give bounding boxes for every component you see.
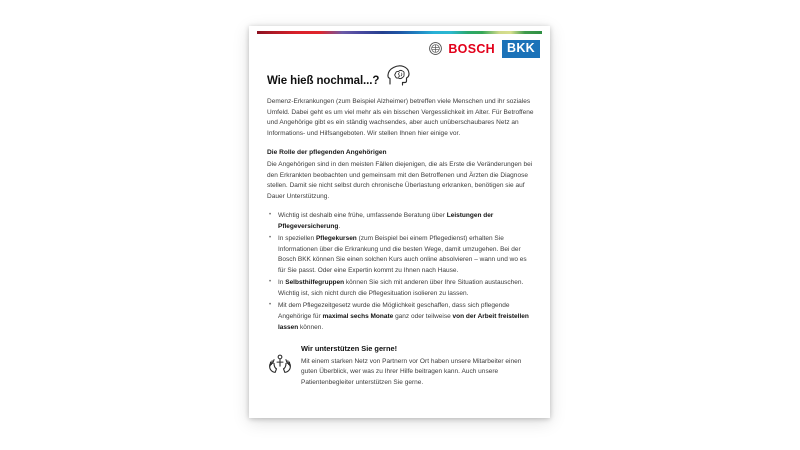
bullet-text: (zum Beispiel bei einem Pflegedienst) erhalten Sie Informationen über die Erkrankung und die besten Wege, damit umzugehen. Bei der Bosch BKK können Sie einen solchen Kurs auch online absolvieren – wann und wo es für Sie passt. Oder eine Expertin kommt zu Ihnen nach Hause. xyxy=(278,235,527,274)
bullet-item xyxy=(267,211,535,232)
intro-paragraph: Demenz-Erkrankungen (zum Beispiel Alzheimer) betreffen viele Menschen und ihr soziales Umfeld. Dabei geht es um viel mehr als ein bisschen Vergesslichkeit im Alter. Für Betroffene und Angehörige gibt es ein ständig wachsendes, aber auch unüberschaubares Netz an Informations- und Hilfsangeboten. Wir stellen Ihnen hier einige vor. xyxy=(267,98,534,137)
bullet-text: . xyxy=(338,222,341,230)
closing-block xyxy=(267,344,535,388)
bullet-text: Mit dem Pflegezeitgesetz wurde die Möglichkeit geschaffen, dass sich pflegende Angehörige für xyxy=(278,302,510,320)
document-sheet xyxy=(249,26,550,418)
bullet-item xyxy=(267,234,535,276)
bullet-emphasis: maximal sechs Monate xyxy=(322,312,394,320)
bullet-item xyxy=(267,278,535,299)
section-heading: Die Rolle der pflegenden Angehörigen xyxy=(267,149,387,157)
rainbow-accent-bar xyxy=(257,31,542,34)
page-title: Wie hieß nochmal...? xyxy=(267,75,380,88)
closing-heading: Wir unterstützen Sie gerne! xyxy=(301,344,398,354)
head-brain-icon xyxy=(386,63,412,87)
bullet-text: können. xyxy=(298,323,324,331)
bullet-text: können Sie sich mit anderen über Ihre Situation austauschen. Wichtig ist, sich nicht durch die Pflegesituation isolieren zu lassen. xyxy=(278,279,524,297)
bullet-emphasis: Pflegekursen xyxy=(315,235,357,243)
bullet-emphasis: Selbsthilfegruppen xyxy=(285,279,345,287)
title-row xyxy=(267,63,535,88)
bullet-item xyxy=(267,301,535,333)
bosch-anchor-icon xyxy=(429,42,442,55)
bullet-list xyxy=(267,211,535,333)
helping-hands-icon xyxy=(267,351,293,377)
closing-text-wrap xyxy=(301,344,535,388)
bkk-wordmark: BKK xyxy=(502,40,540,58)
bullet-text: In speziellen xyxy=(278,235,316,243)
brand-logo-group xyxy=(429,40,540,58)
bosch-wordmark: BOSCH xyxy=(448,41,496,56)
closing-paragraph: Mit einem starken Netz von Partnern vor Ort haben unsere Mitarbeiter einen guten Überblick, wer was zu Ihrer Hilfe beitragen kann. Auch unsere Patientenbegleiter unterstützen Sie gerne. xyxy=(301,357,522,386)
bullet-emphasis: von der Arbeit freistellen lassen xyxy=(278,312,529,331)
bullet-text: ganz oder teilweise xyxy=(393,312,453,320)
section-paragraph: Die Angehörigen sind in den meisten Fällen diejenigen, die als Erste die Veränderungen bei den Erkrankten beobachten und gemeinsam mit den Betroffenen und Ärzten die Diagnose stellen. Damit sie nicht selbst durch chronische Überlastung erkranken, benötigen sie auf Dauer Unterstützung. xyxy=(267,161,533,200)
document-content xyxy=(267,63,535,388)
bullet-text: Wichtig ist deshalb eine frühe, umfassende Beratung über xyxy=(278,212,447,220)
bullet-text: In xyxy=(278,279,286,287)
bullet-emphasis: Leistungen der Pflegeversicherung xyxy=(278,212,494,230)
